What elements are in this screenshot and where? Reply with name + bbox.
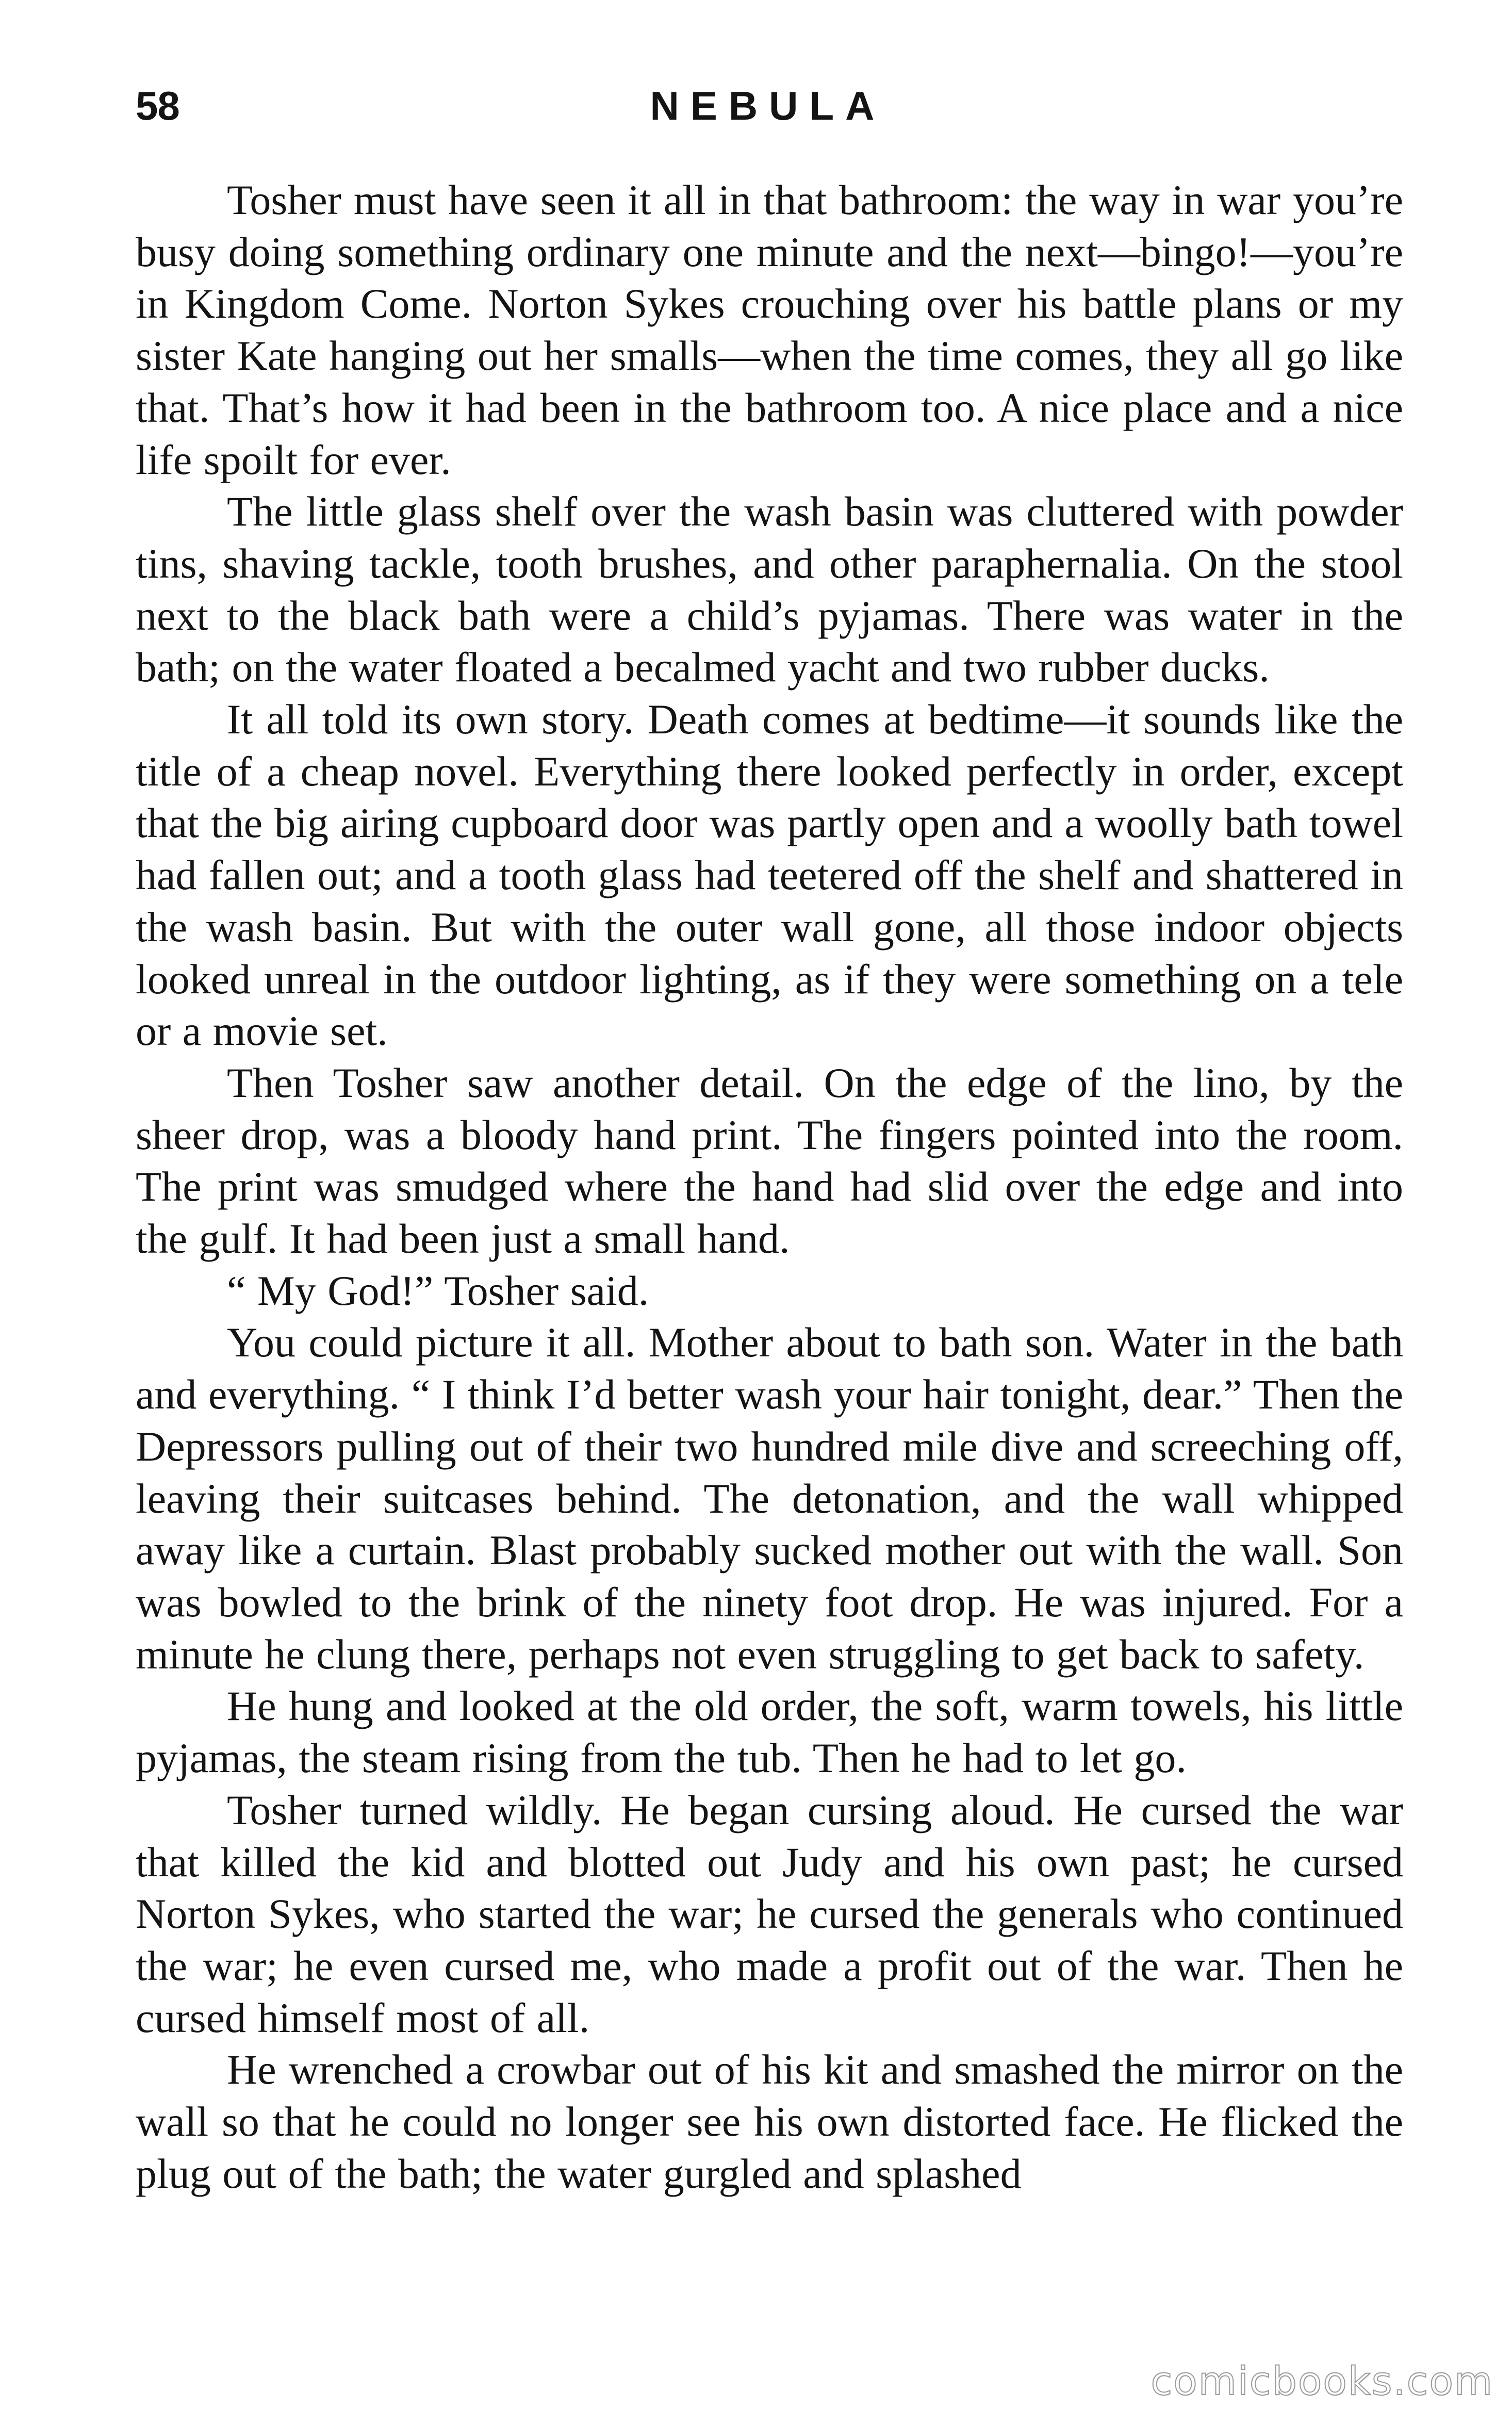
paragraph-8: Tosher turned wildly. He began cursing aloud. He cursed the war that killed the kid and blotted out Judy and his own past; he cursed Norton Sykes, who started the war; he cursed the generals who continued the war; he even cursed me, who made a profit out of the war. Then he cursed himself most of all.: [136, 1786, 1403, 2041]
paragraph-4: Then Tosher saw another detail. On the edge of the lino, by the sheer drop, was a bloody hand print. The fingers pointed into the room. The print was smudged where the hand had slid over the edge and into the gulf. It had been just a small hand.: [136, 1059, 1403, 1263]
running-head: [136, 77, 1400, 139]
paragraph-6: You could picture it all. Mother about to bath son. Water in the bath and everything. “ I think I’d better wash your hair tonight, dear.” Then the Depressors pulling out of their two hundred mile dive and screeching off, leaving their suitcases behind. The detonation, and the wall whipped away like a curtain. Blast probably sucked mother out with the wall. Son was bowled to the brink of the ninety foot drop. He was injured. For a minute he clung there, perhaps not even struggling to get back to safety.: [136, 1319, 1403, 1678]
paragraph-7: He hung and looked at the old order, the soft, warm towels, his little pyjamas, the steam rising from the tub. Then he had to let go.: [136, 1682, 1403, 1782]
paragraph-9: He wrenched a crowbar out of his kit and smashed the mirror on the wall so that he could no longer see his own distorted face. He flicked the plug out of the bath; the water gurgled and splashed: [136, 2046, 1403, 2197]
paragraph-2: The little glass shelf over the wash basin was cluttered with powder tins, shaving tackle, tooth brushes, and other paraphernalia. On the stool next to the black bath were a child’s pyjamas. There was water in the bath; on the water floated a becalmed yacht and two rubber ducks.: [136, 488, 1403, 691]
paragraph-1: Tosher must have seen it all in that bathroom: the way in war you’re busy doing something ordinary one minute and the next—bingo!—you’re in Kingdom Come. Norton Sykes crouching over his battle plans or my sister Kate hanging out her smalls—when the time comes, they all go like that. That’s how it had been in the bathroom too. A nice place and a nice life spoilt for ever.: [136, 176, 1403, 483]
paragraph-3: It all told its own story. Death comes at bedtime—it sounds like the title of a cheap novel. Everything there looked perfectly in order, except that the big airing cupboard door was partly open and a woolly bath towel had fallen out; and a tooth glass had teetered off the shelf and shattered in the wash basin. But with the outer wall gone, all those indoor objects looked unreal in the outdoor lighting, as if they were something on a tele or a movie set.: [136, 696, 1403, 1055]
watermark: comicbooks.com: [1151, 2358, 1493, 2404]
running-title: NEBULA: [650, 83, 886, 128]
body-text: [136, 174, 1403, 2200]
page-number: 58: [136, 83, 179, 128]
paragraph-5: “ My God!” Tosher said.: [227, 1267, 649, 1314]
